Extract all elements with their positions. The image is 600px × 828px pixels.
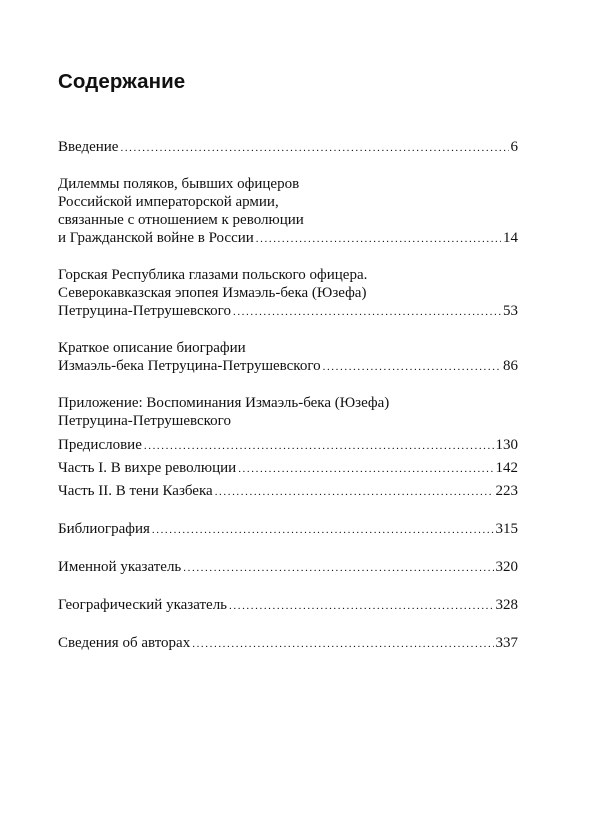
toc-page-number: 337 <box>495 635 518 651</box>
toc-page-number: 130 <box>495 437 518 453</box>
toc-page-number: 315 <box>495 521 518 537</box>
toc-entry-title: Часть I. В вихре революции <box>58 460 237 476</box>
toc-entry-text: Краткое описание биографии <box>58 340 246 356</box>
toc-page-number: 142 <box>495 460 518 476</box>
toc-entry-geo-index[interactable] <box>58 596 518 615</box>
toc-page-number: 14 <box>503 230 518 246</box>
toc-page-number: 86 <box>503 358 518 374</box>
toc-entry-name-index[interactable] <box>58 558 518 577</box>
toc-page-number: 6 <box>510 139 518 155</box>
leader-dots <box>238 460 493 478</box>
leader-dots <box>215 483 494 501</box>
toc-entry-title: Географический указатель <box>58 597 228 613</box>
leader-dots <box>233 303 501 321</box>
toc-entry-text: связанные с отношением к революции <box>58 212 304 228</box>
toc-entry-title: Именной указатель <box>58 559 182 575</box>
leader-dots <box>192 635 493 653</box>
toc-entry-text: Северокавказская эпопея Измаэль-бека (Юзефа) <box>58 285 367 301</box>
toc-entry-part-1[interactable] <box>58 459 518 478</box>
toc-entry-title: Библиография <box>58 521 150 537</box>
toc-entry-authors[interactable] <box>58 634 518 653</box>
toc-entry-title: Введение <box>58 139 119 155</box>
toc-entry-bibliography[interactable] <box>58 520 518 539</box>
leader-dots <box>120 139 508 157</box>
toc-entry-text: Горская Республика глазами польского офицера. <box>58 267 368 283</box>
toc-entry-title: Петруцина-Петрушевского <box>58 303 231 319</box>
toc-entry-title: Сведения об авторах <box>58 635 191 651</box>
toc-entry-preface[interactable] <box>58 436 518 455</box>
toc-page-number: 53 <box>503 303 518 319</box>
leader-dots <box>152 521 494 539</box>
leader-dots <box>144 437 494 455</box>
toc-entry-dilemmas[interactable] <box>58 229 518 248</box>
toc-entry-text: Приложение: Воспоминания Измаэль-бека (Юзефа) <box>58 395 390 411</box>
page-title: Содержание <box>58 70 186 93</box>
toc-page-number: 223 <box>495 483 518 499</box>
toc-entry-republic[interactable] <box>58 302 518 321</box>
toc-entry-title: Измаэль-бека Петруцина-Петрушевского <box>58 358 321 374</box>
leader-dots <box>256 230 501 248</box>
toc-entry-title: Часть II. В тени Казбека <box>58 483 213 499</box>
toc-entry-text: Петруцина-Петрушевского <box>58 413 231 429</box>
toc-entry-intro[interactable] <box>58 138 518 157</box>
toc-entry-text: Российской императорской армии, <box>58 194 279 210</box>
leader-dots <box>183 559 493 577</box>
leader-dots <box>323 358 501 376</box>
leader-dots <box>229 597 493 615</box>
toc-entry-biography[interactable] <box>58 357 518 376</box>
toc-entry-title: Предисловие <box>58 437 142 453</box>
toc-entry-part-2[interactable] <box>58 482 518 501</box>
toc-entry-title: и Гражданской войне в России <box>58 230 254 246</box>
toc-page-number: 328 <box>495 597 518 613</box>
toc-entry-text: Дилеммы поляков, бывших офицеров <box>58 176 300 192</box>
toc-page-number: 320 <box>495 559 518 575</box>
